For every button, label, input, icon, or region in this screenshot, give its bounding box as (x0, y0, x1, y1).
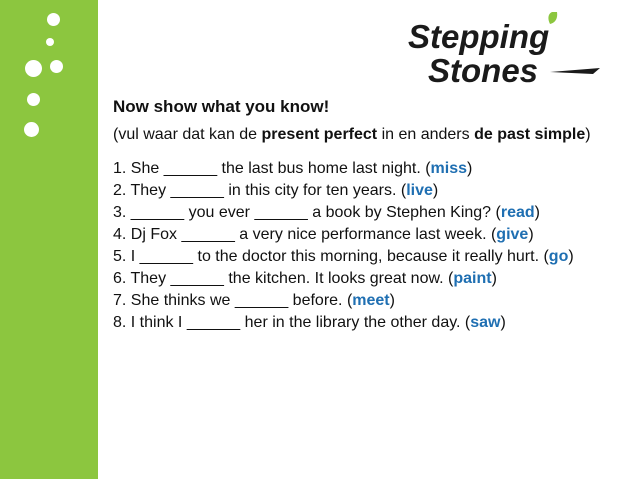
stepping-stones-logo (400, 12, 625, 92)
page-title: Now show what you know! (113, 97, 330, 116)
dot-6 (24, 122, 39, 137)
exercise-item (113, 158, 613, 180)
dot-5 (27, 93, 40, 106)
instruction-bold-1: present perfect (261, 126, 378, 143)
item-text: 8. I think I ______ her in the library the other day. ( (113, 314, 471, 331)
verb-hint: paint (453, 270, 492, 287)
logo-swoosh (550, 68, 600, 74)
item-text: 4. Dj Fox ______ a very nice performance last week. ( (113, 226, 497, 243)
dot-1 (47, 13, 60, 26)
item-close: ) (528, 226, 534, 243)
item-text: 2. They ______ in this city for ten years. ( (113, 182, 407, 199)
verb-hint: read (500, 204, 535, 221)
exercise-item (113, 224, 613, 246)
verb-hint: saw (470, 314, 501, 331)
item-text: 5. I ______ to the doctor this morning, because it really hurt. ( (113, 248, 549, 265)
instruction-part-1: (vul waar dat kan de (113, 126, 262, 143)
exercise-content (113, 96, 613, 334)
instruction-part-3: ) (585, 126, 591, 143)
dot-2 (46, 38, 54, 46)
item-text: 3. ______ you ever ______ a book by Stephen King? ( (113, 204, 501, 221)
verb-hint: live (406, 182, 433, 199)
logo-line-2: Stones (428, 52, 539, 89)
verb-hint: give (496, 226, 529, 243)
dot-4 (50, 60, 63, 73)
item-text: 1. She ______ the last bus home last night. ( (113, 160, 431, 177)
instruction-text (113, 124, 613, 146)
leaf-icon (548, 12, 557, 24)
verb-hint: go (548, 248, 569, 265)
item-close: ) (568, 248, 574, 265)
exercise-item (113, 312, 613, 334)
exercise-list (113, 158, 613, 334)
exercise-item (113, 268, 613, 290)
dot-3 (25, 60, 42, 77)
item-close: ) (389, 292, 395, 309)
verb-hint: miss (430, 160, 468, 177)
item-close: ) (500, 314, 506, 331)
exercise-item (113, 246, 613, 268)
instruction-part-2: in en anders (377, 126, 475, 143)
green-sidebar (0, 0, 98, 479)
instruction-bold-2: de past simple (474, 126, 586, 143)
exercise-item (113, 180, 613, 202)
item-close: ) (432, 182, 439, 199)
item-close: ) (491, 270, 497, 287)
item-text: 6. They ______ the kitchen. It looks great now. ( (113, 270, 454, 287)
item-close: ) (534, 204, 540, 221)
item-close: ) (467, 160, 473, 177)
logo-line-1: Stepping (408, 18, 550, 55)
exercise-item (113, 202, 613, 224)
exercise-item (113, 290, 613, 312)
item-text: 7. She thinks we ______ before. ( (113, 292, 353, 309)
verb-hint: meet (352, 292, 390, 309)
